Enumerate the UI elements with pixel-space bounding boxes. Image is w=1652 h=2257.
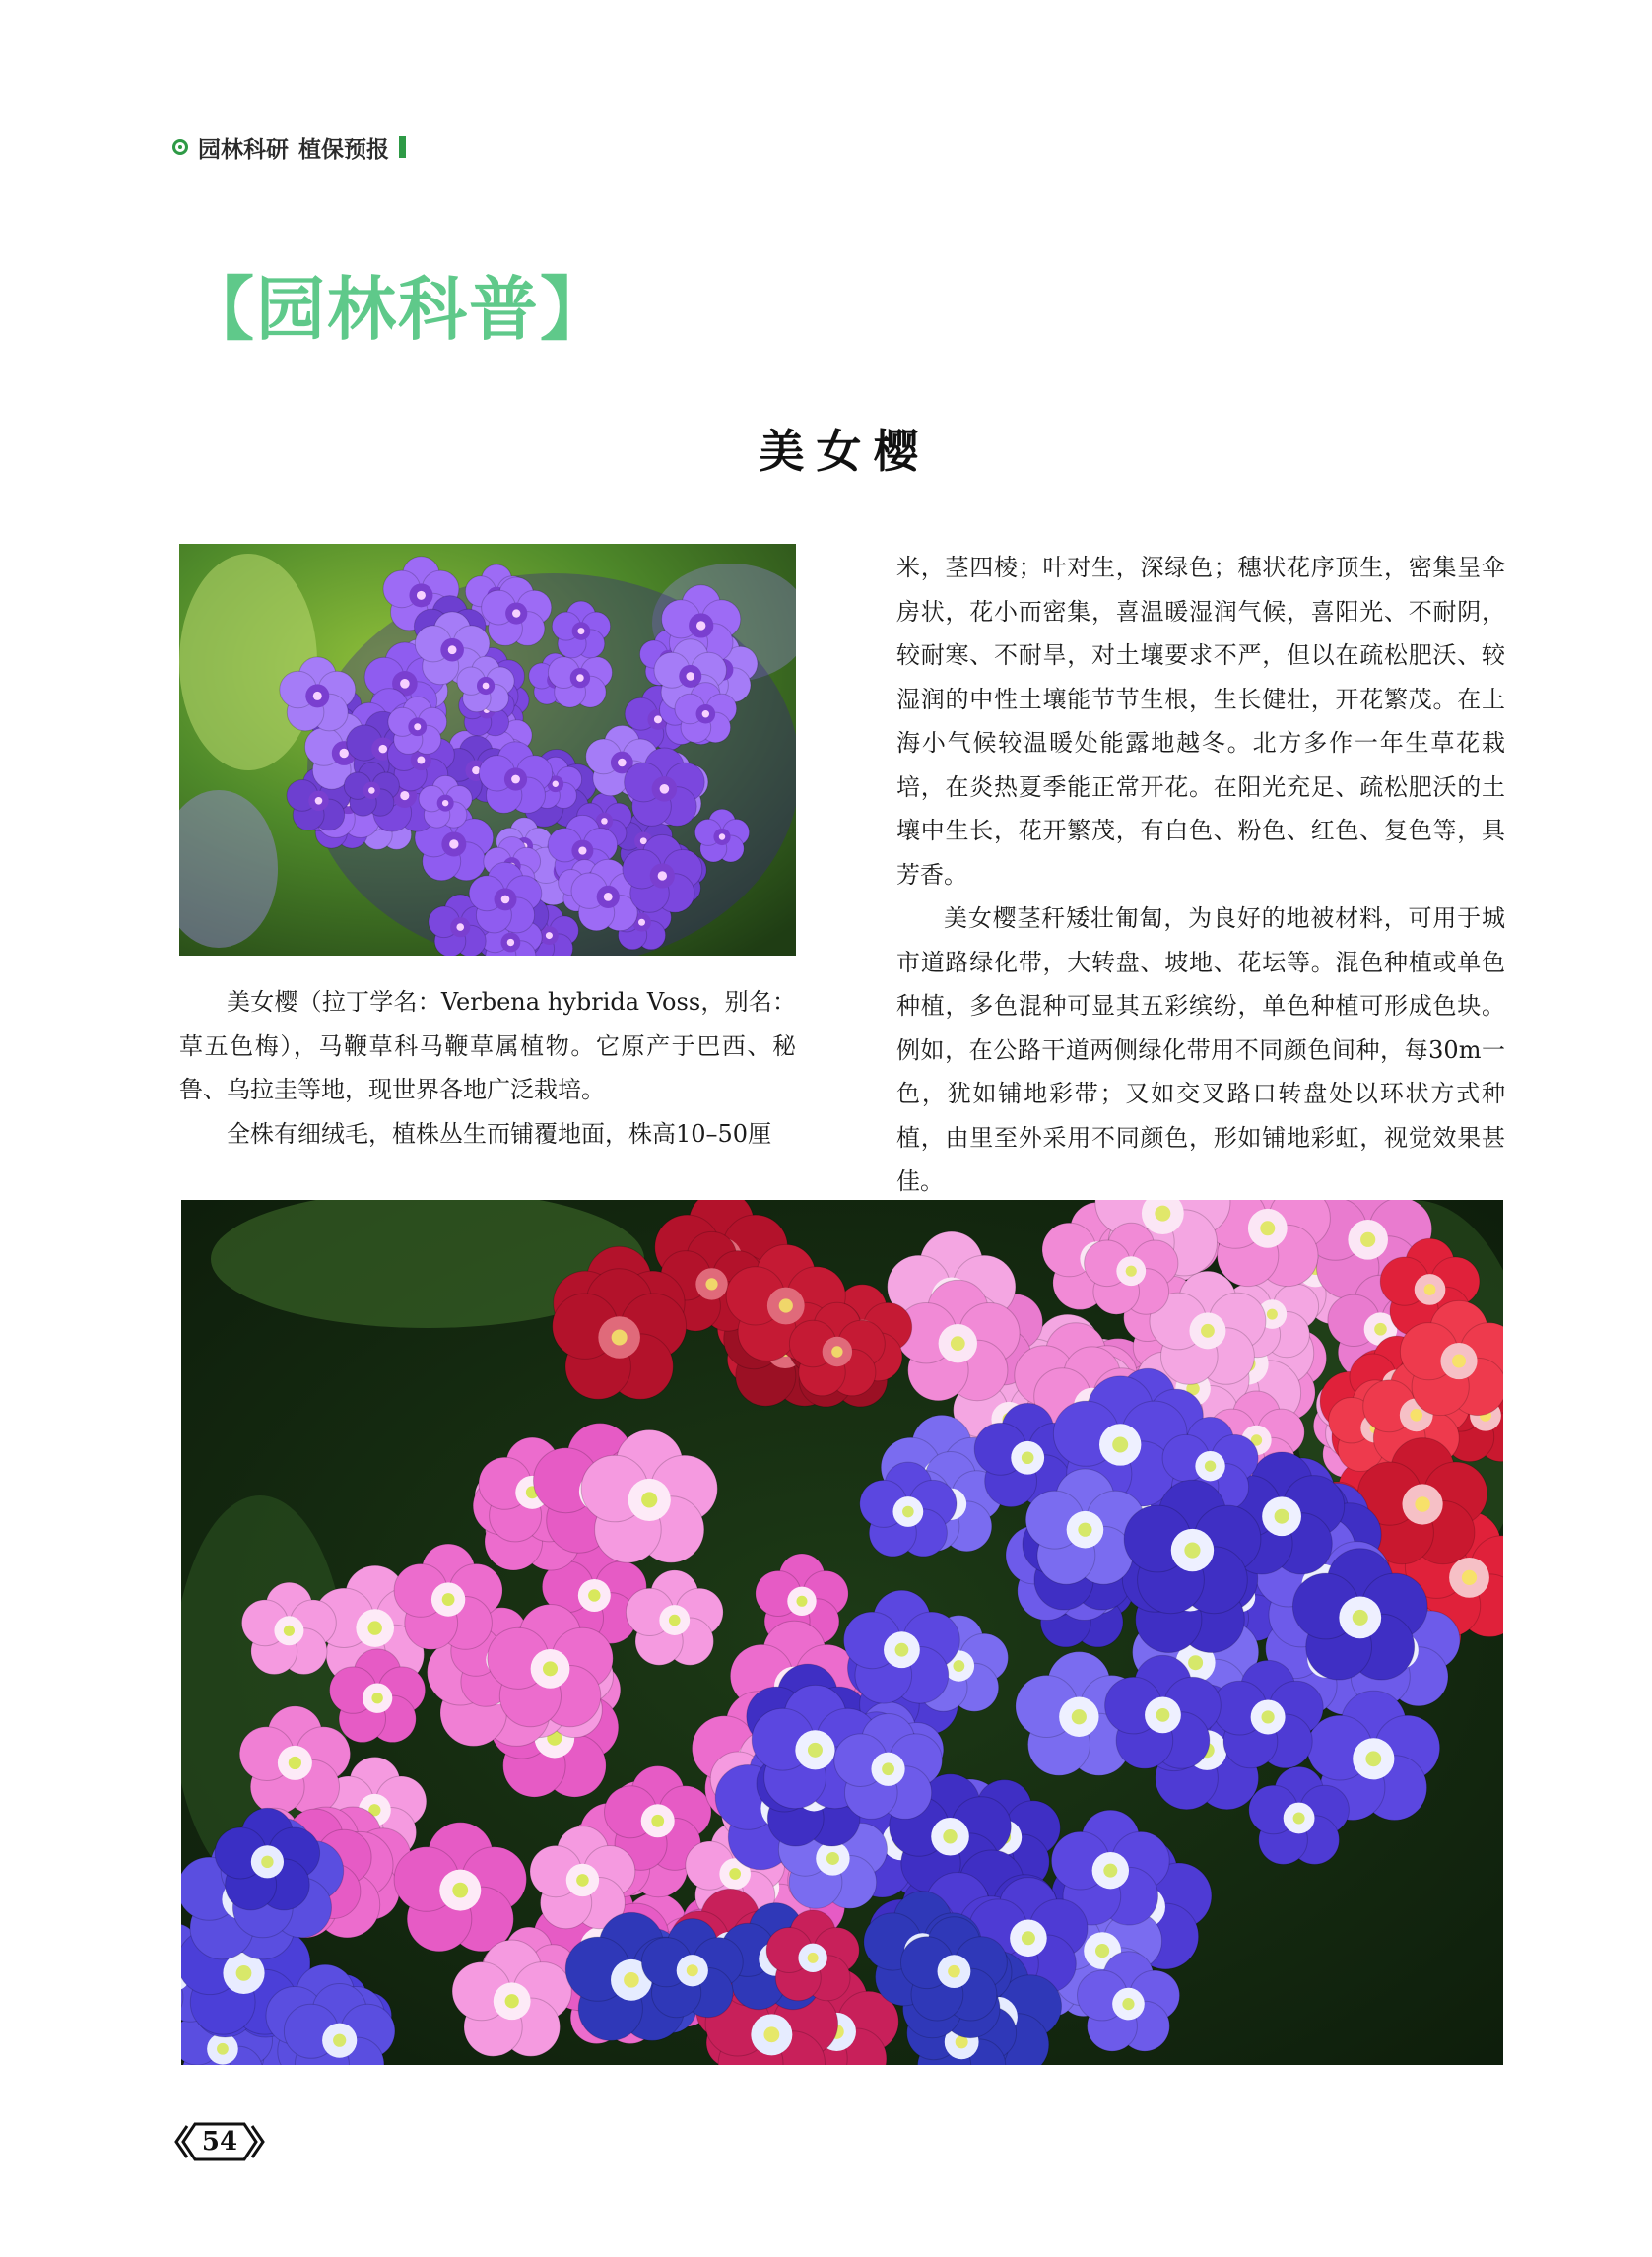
section-title bbox=[185, 254, 611, 354]
section-title-text: 园林科普 bbox=[256, 269, 540, 350]
paragraph: 全株有细绒毛，植株丛生而铺覆地面，株高10–50厘 bbox=[227, 1119, 772, 1148]
section-title-open-bracket: 【 bbox=[185, 269, 256, 350]
purple-flower-photo bbox=[179, 544, 796, 956]
ring-icon bbox=[172, 139, 188, 155]
paragraph: 美女樱（拉丁学名：Verbena hybrida Voss，别名：草五色梅），马鞭草科马鞭草属植物。它原产于巴西、秘鲁、乌拉圭等地，现世界各地广泛栽培。 bbox=[179, 988, 796, 1103]
running-header bbox=[172, 132, 406, 162]
page-number: 54 bbox=[201, 2127, 238, 2157]
paragraph: 米，茎四棱；叶对生，深绿色；穗状花序顶生，密集呈伞房状，花小而密集，喜温暖湿润气候，喜阳光、不耐阴，较耐寒、不耐旱，对土壤要求不严，但以在疏松肥沃、较湿润的中性土壤能节节生根，生长健壮，开花繁茂。在上海小气候较温暖处能露地越冬。北方多作一年生草花栽培，在炎热夏季能正常开花。在阳光充足、疏松肥沃的土壤中生长，花开繁茂，有白色、粉色、红色、复色等，具芳香。 bbox=[896, 554, 1505, 889]
header-subsection: 植保预报 bbox=[298, 136, 389, 163]
paragraph: 美女樱茎秆矮壮匍匐，为良好的地被材料，可用于城市道路绿化带，大转盘、坡地、花坛等。混色种植或单色种植，多色混种可显其五彩缤纷，单色种植可形成色块。例如，在公路干道两侧绿化带用不同颜色间种，每30m一色，犹如铺地彩带；又如交叉路口转盘处以环状方式种植，由里至外采用不同颜色，形如铺地彩虹，视觉效果甚佳。 bbox=[896, 904, 1505, 1195]
page-number-badge bbox=[173, 2122, 266, 2161]
mixed-flower-photo bbox=[181, 1200, 1503, 2065]
article-right-column bbox=[896, 546, 1505, 1204]
article-left-column bbox=[179, 980, 796, 1156]
header-bar-icon bbox=[399, 136, 406, 158]
header-section: 园林科研 bbox=[198, 136, 289, 163]
section-title-close-bracket: 】 bbox=[540, 269, 611, 350]
article-title: 美女樱 bbox=[759, 425, 931, 478]
